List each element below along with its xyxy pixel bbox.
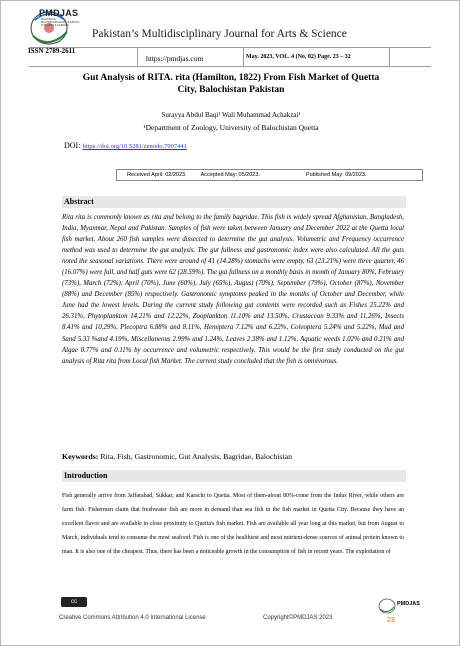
header-divider-right bbox=[389, 47, 390, 66]
page-number: 23 bbox=[387, 617, 395, 624]
doi-line bbox=[64, 141, 187, 150]
affiliation: ¹Department of Zoology, University of Balochistan Quetta bbox=[143, 123, 319, 132]
logo-name: PMDJAS bbox=[39, 8, 79, 18]
title-line-2: City, Balochistan Pakistan bbox=[177, 85, 285, 95]
cc-license-badge[interactable]: cc bbox=[61, 597, 87, 607]
accepted-date: Accepted May: 05/2023. bbox=[200, 172, 260, 178]
license-text: Creative Commons Attribution 4.0 International License bbox=[59, 615, 206, 621]
article-title bbox=[41, 72, 421, 96]
dates-box bbox=[116, 169, 423, 181]
abstract-text: Rita rita is commonly known as rita and belong to the family bagridae. This fish is widely spread Afghanistan, Bangladesh, India, Myanmar, Nepal and Pakistan. Samples of fish were taken between January and December 2022 at the Quetta local fish market. About 260 fish samples were dissected to determine the gut analysis. Volumetric and Frequency occurrence method was used to determine the gut analysis. The gut fullness and gastronomic index were also calculated. All the guts noted the seasonal variations. There were around of 41 (14.28%) stomachs were empty, 63 (23.21%) were three quarter, 46 (16.07%) were full, and half guts were 62 (28.59%). The gut fullness on a monthly basis in month of January 80%, February (73%), March (72%), April (70%), June (60%), July (65%), August (70%), September (79%), October (87%), November (88%) and December (85%) respectively. Gastronomic symptoms peaked in the months of October and December, while June had the lowest levels. During the current study following gut contents were recorded such as Fishes 25.22% and 26.31%, Phytoplankton 14.21% and 12.22%, Zooplankton 11.10% and 13.50%, Crustacean 9.33% and 11.26%, Insects 8.41% and 10.29%, Plecoptra 6.88% and 8.11%, Hemiptera 7.12% and 6.22%, Coleoptera 5.24% and 5.22%, Mud and Sand 5.33 %and 4.19%, Miscellaneous 2.99% and 1.24%, Leaves 2.38% and 1.12%, Aquatic weeds 1.02% and 0.21% and Algae 0.77% and 0.11% by occurrence and volumetric respectively. This would be the first study conducted on the gut analysis of Rita rita from Local fish Market. The current study concluded that the fish is omnivorous. bbox=[62, 214, 404, 365]
received-date: Received April: 02/2023. bbox=[127, 172, 187, 178]
doi-label: DOI: bbox=[64, 141, 81, 150]
issn: ISSN 2789-2611 bbox=[28, 47, 76, 55]
authors: Surayya Abdul Baqi¹ Wali Muhammad Achakzai¹ bbox=[161, 111, 301, 119]
journal-url[interactable]: https://pmdjas.com bbox=[146, 54, 204, 63]
copyright-text: Copyright©PMDJAS 2023 bbox=[263, 615, 333, 621]
published-date: Published May: 09/2023. bbox=[305, 172, 367, 178]
abstract-heading: Abstract bbox=[62, 196, 406, 208]
header-divider-left bbox=[137, 47, 138, 66]
logo-subtitle: PAKISTAN'S MULTIDISCIPLINARY JOURNAL FOR ARTS & SCIENCE bbox=[41, 18, 80, 27]
keywords-list: Rita, Fish, Gastronomic, Gut Analysis, Bagridae, Balochistan bbox=[100, 452, 292, 461]
journal-name: Pakistan’s Multidisciplinary Journal for Arts & Science bbox=[92, 28, 347, 40]
footer-logo-name: PMDJAS bbox=[397, 601, 420, 607]
keywords-label: Keywords: bbox=[62, 452, 99, 461]
header-bottom-rule bbox=[29, 66, 431, 67]
doi-link[interactable]: https://doi.org/10.5281/zenodo.7907441 bbox=[82, 143, 187, 150]
introduction-text: Fish generally arrive from Jaffarabad, Sukkar, and Karachi to Quetta. Most of them-about 80%-come from the Indus River, while others are farm fish. Fishermen claim that freshwater fish are more in demand than sea fish in the fish market in Quetta City. Because they have an excellent flavor and are available in close proximity to Quetta's fish market. Fish are available all year long at this market, but from August to March, individuals tend to consume the most seafood. Fish is one of the healthiest and most nutrient-dense sources of animal protein known to man. It is also one of the cheapest. Thus, there has been a noticeable growth in the consumption of fish in recent years. The exploitation of bbox=[62, 493, 404, 556]
header-divider-mid bbox=[243, 47, 244, 66]
header-top-rule bbox=[29, 47, 431, 48]
volume-info: May. 2023, VOL. 4 (No, 02) Page. 23 – 32 bbox=[246, 54, 351, 60]
introduction-heading: Introduction bbox=[62, 470, 406, 482]
title-line-1: Gut Analysis of RITA. rita (Hamilton, 1822) From Fish Market of Quetta bbox=[82, 73, 380, 83]
keywords bbox=[62, 452, 292, 461]
